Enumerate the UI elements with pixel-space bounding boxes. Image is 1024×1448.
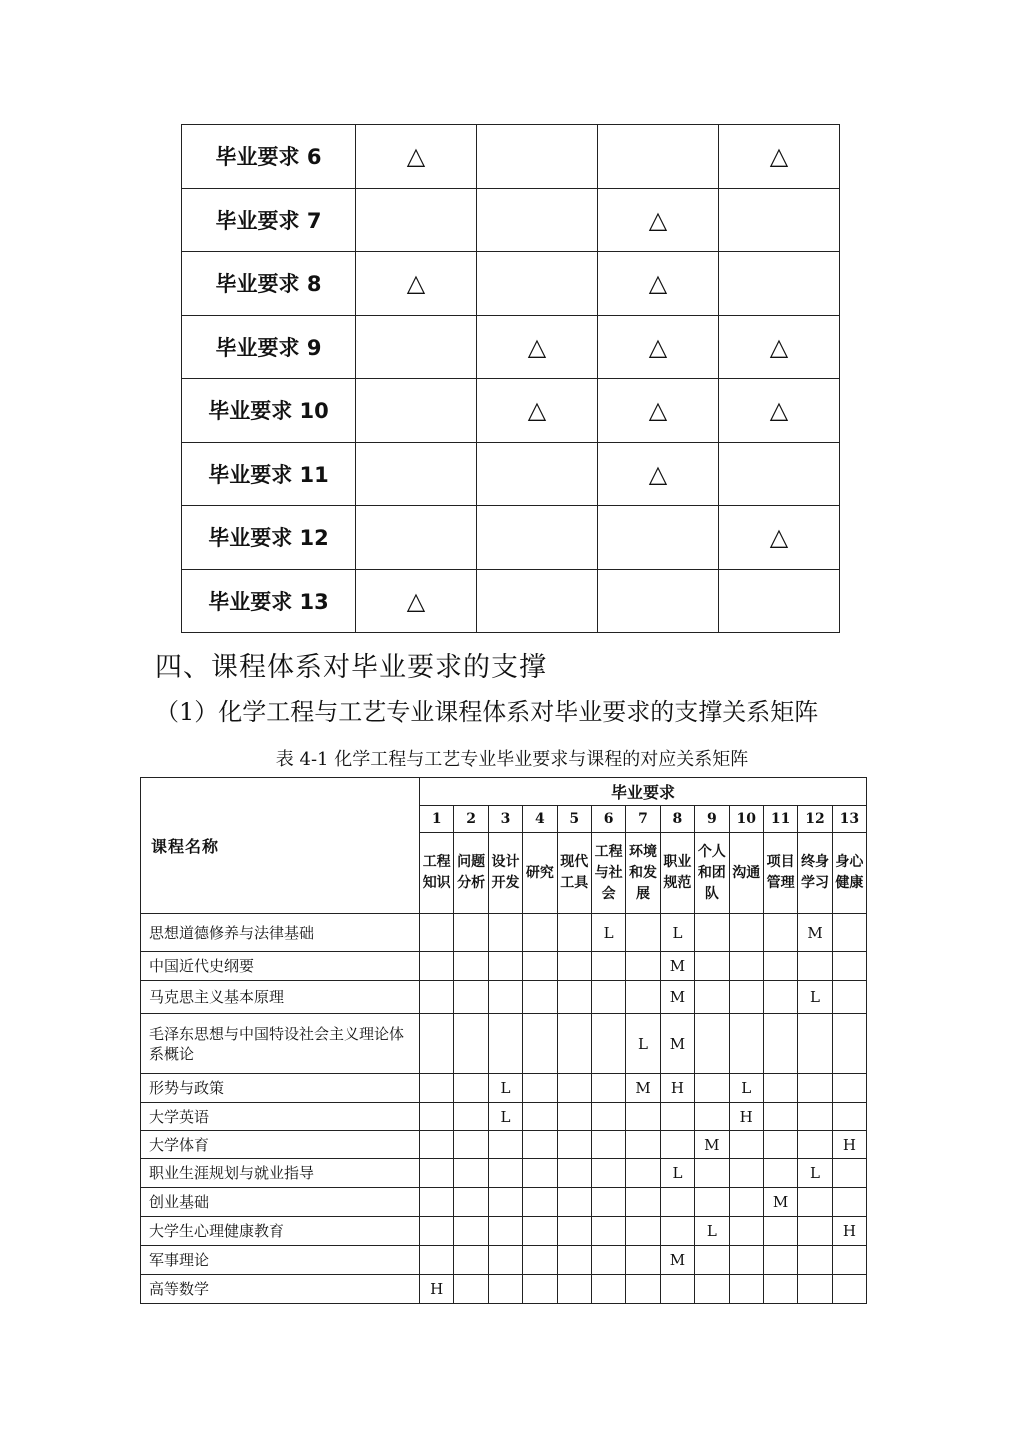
- course-row: [141, 914, 867, 952]
- empty-cell: [798, 1275, 832, 1304]
- course-name: 创业基础: [141, 1188, 420, 1217]
- empty-cell: [832, 1246, 866, 1275]
- requirement-name-line: 项目: [766, 854, 795, 870]
- support-level: M: [660, 981, 694, 1014]
- requirement-name-line: 和团: [697, 864, 726, 881]
- empty-cell: [523, 1275, 557, 1304]
- empty-cell: [729, 914, 763, 952]
- empty-cell: [695, 1246, 729, 1275]
- empty-cell: [591, 1159, 625, 1188]
- course-row: [141, 1188, 867, 1217]
- support-level: M: [660, 1246, 694, 1275]
- empty-cell: [626, 1217, 660, 1246]
- empty-cell: [729, 1246, 763, 1275]
- requirement-name-line: 队: [704, 885, 719, 902]
- empty-cell: [591, 1246, 625, 1275]
- requirement-name-line: 工程: [422, 854, 451, 870]
- requirement-number: 9: [695, 806, 729, 833]
- support-level: H: [832, 1131, 866, 1159]
- support-level: M: [660, 952, 694, 981]
- empty-cell: [454, 1217, 488, 1246]
- requirement-name: [660, 833, 694, 914]
- empty-cell: [798, 1074, 832, 1103]
- requirement-support-table: [181, 124, 840, 633]
- requirement-name-line: 会: [601, 885, 616, 902]
- empty-cell: [660, 1275, 694, 1304]
- support-triangle-mark: △: [356, 252, 477, 316]
- empty-cell: [420, 1131, 454, 1159]
- empty-cell: [356, 506, 477, 570]
- course-name: 大学英语: [141, 1103, 420, 1131]
- course-name: 形势与政策: [141, 1074, 420, 1103]
- empty-cell: [591, 1188, 625, 1217]
- empty-cell: [488, 952, 522, 981]
- requirement-name-line: 分析: [457, 875, 486, 891]
- requirement-number: 8: [660, 806, 694, 833]
- empty-cell: [477, 442, 598, 506]
- requirement-label: 毕业要求 10: [182, 379, 356, 443]
- empty-cell: [488, 1246, 522, 1275]
- graduation-requirement-header: 毕业要求: [420, 778, 867, 806]
- empty-cell: [695, 981, 729, 1014]
- section-heading: 四、课程体系对毕业要求的支撑: [155, 652, 547, 683]
- support-level: L: [798, 981, 832, 1014]
- requirement-name-line: 规范: [663, 875, 692, 891]
- empty-cell: [488, 1131, 522, 1159]
- empty-cell: [454, 1103, 488, 1131]
- empty-cell: [591, 952, 625, 981]
- support-triangle-mark: △: [598, 315, 719, 379]
- empty-cell: [454, 914, 488, 952]
- empty-cell: [763, 1074, 797, 1103]
- requirement-name-line: 管理: [766, 875, 795, 891]
- requirement-name-line: 工程: [594, 843, 623, 860]
- requirement-number: 10: [729, 806, 763, 833]
- support-triangle-mark: △: [356, 125, 477, 189]
- empty-cell: [488, 1159, 522, 1188]
- empty-cell: [695, 1014, 729, 1074]
- empty-cell: [598, 506, 719, 570]
- empty-cell: [798, 1246, 832, 1275]
- course-name: 大学生心理健康教育: [141, 1217, 420, 1246]
- empty-cell: [729, 1188, 763, 1217]
- empty-cell: [523, 952, 557, 981]
- empty-cell: [523, 1159, 557, 1188]
- course-name: 思想道德修养与法律基础: [141, 914, 420, 952]
- course-name: 军事理论: [141, 1246, 420, 1275]
- empty-cell: [729, 1159, 763, 1188]
- requirement-name-line: 环境: [629, 843, 658, 860]
- requirement-name: [798, 833, 832, 914]
- empty-cell: [523, 1217, 557, 1246]
- support-triangle-mark: △: [598, 252, 719, 316]
- requirement-name-line: 工具: [560, 875, 589, 891]
- empty-cell: [454, 1159, 488, 1188]
- empty-cell: [477, 569, 598, 633]
- requirement-row: [182, 379, 840, 443]
- requirement-name: [763, 833, 797, 914]
- empty-cell: [695, 1188, 729, 1217]
- empty-cell: [523, 1246, 557, 1275]
- empty-cell: [420, 1074, 454, 1103]
- requirement-name-line: 身心: [835, 854, 864, 870]
- requirement-label: 毕业要求 11: [182, 442, 356, 506]
- requirement-name-line: 个人: [697, 843, 726, 860]
- support-triangle-mark: △: [598, 188, 719, 252]
- requirement-name-line: 设计: [491, 854, 520, 870]
- empty-cell: [626, 914, 660, 952]
- empty-cell: [763, 1217, 797, 1246]
- empty-cell: [626, 1188, 660, 1217]
- requirement-name-line: 知识: [422, 875, 451, 891]
- empty-cell: [626, 981, 660, 1014]
- empty-cell: [557, 952, 591, 981]
- empty-cell: [763, 1014, 797, 1074]
- empty-cell: [729, 952, 763, 981]
- empty-cell: [763, 1275, 797, 1304]
- empty-cell: [695, 952, 729, 981]
- requirement-name-line: 研究: [525, 864, 554, 881]
- support-level: M: [695, 1131, 729, 1159]
- requirement-row: [182, 252, 840, 316]
- support-triangle-mark: △: [719, 315, 840, 379]
- course-requirement-matrix: [140, 777, 867, 1304]
- empty-cell: [763, 981, 797, 1014]
- course-name-header: 课程名称: [141, 778, 420, 914]
- requirement-name-line: 终身: [800, 854, 829, 870]
- requirement-row: [182, 315, 840, 379]
- support-level: L: [695, 1217, 729, 1246]
- empty-cell: [719, 252, 840, 316]
- empty-cell: [420, 952, 454, 981]
- requirement-name-line: 展: [636, 885, 651, 902]
- empty-cell: [557, 1103, 591, 1131]
- course-row: [141, 1246, 867, 1275]
- empty-cell: [798, 1188, 832, 1217]
- support-level: M: [626, 1074, 660, 1103]
- requirement-name: [420, 833, 454, 914]
- table-caption: 表 4-1 化学工程与工艺专业毕业要求与课程的对应关系矩阵: [275, 749, 749, 770]
- support-level: L: [729, 1074, 763, 1103]
- empty-cell: [523, 914, 557, 952]
- empty-cell: [626, 1275, 660, 1304]
- requirement-name-line: 开发: [491, 875, 520, 891]
- matrix-group-header-row: [141, 778, 867, 806]
- empty-cell: [763, 1131, 797, 1159]
- course-row: [141, 1014, 867, 1074]
- requirement-name-line: 与社: [594, 864, 623, 881]
- empty-cell: [488, 914, 522, 952]
- empty-cell: [832, 952, 866, 981]
- requirement-name: [729, 833, 763, 914]
- requirement-row: [182, 188, 840, 252]
- empty-cell: [523, 1188, 557, 1217]
- requirement-number: 12: [798, 806, 832, 833]
- empty-cell: [356, 188, 477, 252]
- empty-cell: [832, 1188, 866, 1217]
- empty-cell: [557, 1074, 591, 1103]
- empty-cell: [454, 1014, 488, 1074]
- support-level: L: [591, 914, 625, 952]
- empty-cell: [557, 1188, 591, 1217]
- support-level: H: [832, 1217, 866, 1246]
- course-row: [141, 1103, 867, 1131]
- empty-cell: [626, 1159, 660, 1188]
- empty-cell: [591, 1103, 625, 1131]
- empty-cell: [660, 1217, 694, 1246]
- empty-cell: [420, 981, 454, 1014]
- empty-cell: [729, 981, 763, 1014]
- empty-cell: [454, 1131, 488, 1159]
- empty-cell: [420, 1217, 454, 1246]
- empty-cell: [557, 1275, 591, 1304]
- empty-cell: [420, 1014, 454, 1074]
- empty-cell: [523, 1131, 557, 1159]
- requirement-number: 7: [626, 806, 660, 833]
- course-name: 中国近代史纲要: [141, 952, 420, 981]
- support-level: H: [729, 1103, 763, 1131]
- requirement-name: [523, 833, 557, 914]
- empty-cell: [488, 1188, 522, 1217]
- empty-cell: [477, 188, 598, 252]
- support-triangle-mark: △: [356, 569, 477, 633]
- empty-cell: [523, 1014, 557, 1074]
- requirement-name-line: 职业: [663, 854, 692, 870]
- empty-cell: [763, 914, 797, 952]
- empty-cell: [420, 1103, 454, 1131]
- empty-cell: [763, 1246, 797, 1275]
- support-level: L: [488, 1074, 522, 1103]
- empty-cell: [420, 1246, 454, 1275]
- requirement-number: 11: [763, 806, 797, 833]
- empty-cell: [832, 1103, 866, 1131]
- empty-cell: [660, 1131, 694, 1159]
- requirement-name-line: 和发: [629, 864, 658, 881]
- empty-cell: [454, 1188, 488, 1217]
- empty-cell: [488, 1217, 522, 1246]
- empty-cell: [598, 569, 719, 633]
- empty-cell: [763, 952, 797, 981]
- course-row: [141, 1074, 867, 1103]
- empty-cell: [557, 1217, 591, 1246]
- empty-cell: [798, 1014, 832, 1074]
- requirement-name: [488, 833, 522, 914]
- course-row: [141, 1217, 867, 1246]
- requirement-row: [182, 569, 840, 633]
- requirement-name: [695, 833, 729, 914]
- support-triangle-mark: △: [598, 442, 719, 506]
- empty-cell: [523, 1103, 557, 1131]
- requirement-number: 3: [488, 806, 522, 833]
- course-row: [141, 1275, 867, 1304]
- requirement-label: 毕业要求 9: [182, 315, 356, 379]
- support-triangle-mark: △: [719, 506, 840, 570]
- requirement-name-line: 健康: [835, 875, 864, 891]
- sub-heading: （1）化学工程与工艺专业课程体系对毕业要求的支撑关系矩阵: [155, 698, 819, 726]
- empty-cell: [454, 952, 488, 981]
- empty-cell: [591, 1131, 625, 1159]
- course-name: 高等数学: [141, 1275, 420, 1304]
- empty-cell: [832, 1014, 866, 1074]
- support-level: L: [660, 1159, 694, 1188]
- support-level: L: [626, 1014, 660, 1074]
- requirement-name-line: 现代: [560, 854, 589, 870]
- requirement-row: [182, 442, 840, 506]
- empty-cell: [591, 1074, 625, 1103]
- requirement-name: [626, 833, 660, 914]
- empty-cell: [557, 914, 591, 952]
- empty-cell: [763, 1159, 797, 1188]
- support-triangle-mark: △: [719, 125, 840, 189]
- course-row: [141, 981, 867, 1014]
- requirement-label: 毕业要求 12: [182, 506, 356, 570]
- requirement-name: [591, 833, 625, 914]
- empty-cell: [454, 1246, 488, 1275]
- empty-cell: [356, 315, 477, 379]
- empty-cell: [719, 569, 840, 633]
- empty-cell: [591, 1275, 625, 1304]
- empty-cell: [695, 914, 729, 952]
- support-triangle-mark: △: [719, 379, 840, 443]
- empty-cell: [523, 981, 557, 1014]
- requirement-number: 1: [420, 806, 454, 833]
- empty-cell: [719, 188, 840, 252]
- requirement-name: [557, 833, 591, 914]
- empty-cell: [695, 1159, 729, 1188]
- empty-cell: [598, 125, 719, 189]
- empty-cell: [695, 1103, 729, 1131]
- empty-cell: [356, 379, 477, 443]
- empty-cell: [557, 1159, 591, 1188]
- empty-cell: [477, 125, 598, 189]
- empty-cell: [626, 1246, 660, 1275]
- requirement-row: [182, 506, 840, 570]
- support-level: M: [660, 1014, 694, 1074]
- requirement-label: 毕业要求 13: [182, 569, 356, 633]
- course-name: 马克思主义基本原理: [141, 981, 420, 1014]
- empty-cell: [591, 981, 625, 1014]
- empty-cell: [626, 952, 660, 981]
- support-triangle-mark: △: [598, 379, 719, 443]
- course-row: [141, 1159, 867, 1188]
- empty-cell: [591, 1217, 625, 1246]
- course-row: [141, 952, 867, 981]
- support-level: L: [488, 1103, 522, 1131]
- empty-cell: [660, 1188, 694, 1217]
- requirement-label: 毕业要求 6: [182, 125, 356, 189]
- empty-cell: [832, 1159, 866, 1188]
- empty-cell: [729, 1014, 763, 1074]
- requirement-number: 2: [454, 806, 488, 833]
- course-name: 职业生涯规划与就业指导: [141, 1159, 420, 1188]
- empty-cell: [729, 1275, 763, 1304]
- requirement-number: 6: [591, 806, 625, 833]
- support-level: H: [660, 1074, 694, 1103]
- empty-cell: [454, 1074, 488, 1103]
- requirement-number: 4: [523, 806, 557, 833]
- course-name: 毛泽东思想与中国特设社会主义理论体系概论: [141, 1014, 420, 1074]
- empty-cell: [719, 442, 840, 506]
- requirement-name: [832, 833, 866, 914]
- support-level: H: [420, 1275, 454, 1304]
- empty-cell: [420, 1159, 454, 1188]
- empty-cell: [660, 1103, 694, 1131]
- empty-cell: [832, 981, 866, 1014]
- empty-cell: [832, 1275, 866, 1304]
- empty-cell: [454, 1275, 488, 1304]
- empty-cell: [763, 1103, 797, 1131]
- requirement-number: 5: [557, 806, 591, 833]
- empty-cell: [420, 1188, 454, 1217]
- empty-cell: [557, 1246, 591, 1275]
- course-row: [141, 1131, 867, 1159]
- requirement-row: [182, 125, 840, 189]
- empty-cell: [729, 1217, 763, 1246]
- support-level: M: [763, 1188, 797, 1217]
- requirement-name-line: 沟通: [732, 864, 761, 881]
- requirement-name-line: 学习: [800, 875, 829, 891]
- empty-cell: [557, 981, 591, 1014]
- course-name: 大学体育: [141, 1131, 420, 1159]
- empty-cell: [420, 914, 454, 952]
- empty-cell: [798, 1217, 832, 1246]
- empty-cell: [477, 506, 598, 570]
- requirement-number: 13: [832, 806, 866, 833]
- support-triangle-mark: △: [477, 315, 598, 379]
- empty-cell: [798, 1103, 832, 1131]
- empty-cell: [832, 914, 866, 952]
- requirement-label: 毕业要求 7: [182, 188, 356, 252]
- support-level: L: [660, 914, 694, 952]
- empty-cell: [488, 1275, 522, 1304]
- support-level: L: [798, 1159, 832, 1188]
- empty-cell: [557, 1014, 591, 1074]
- empty-cell: [626, 1103, 660, 1131]
- empty-cell: [729, 1131, 763, 1159]
- support-triangle-mark: △: [477, 379, 598, 443]
- empty-cell: [798, 952, 832, 981]
- empty-cell: [798, 1131, 832, 1159]
- support-level: M: [798, 914, 832, 952]
- empty-cell: [488, 1014, 522, 1074]
- empty-cell: [356, 442, 477, 506]
- empty-cell: [477, 252, 598, 316]
- empty-cell: [454, 981, 488, 1014]
- empty-cell: [695, 1074, 729, 1103]
- requirement-name-line: 问题: [457, 854, 486, 870]
- empty-cell: [591, 1014, 625, 1074]
- empty-cell: [832, 1074, 866, 1103]
- empty-cell: [557, 1131, 591, 1159]
- empty-cell: [488, 981, 522, 1014]
- requirement-label: 毕业要求 8: [182, 252, 356, 316]
- empty-cell: [626, 1131, 660, 1159]
- requirement-name: [454, 833, 488, 914]
- empty-cell: [695, 1275, 729, 1304]
- empty-cell: [523, 1074, 557, 1103]
